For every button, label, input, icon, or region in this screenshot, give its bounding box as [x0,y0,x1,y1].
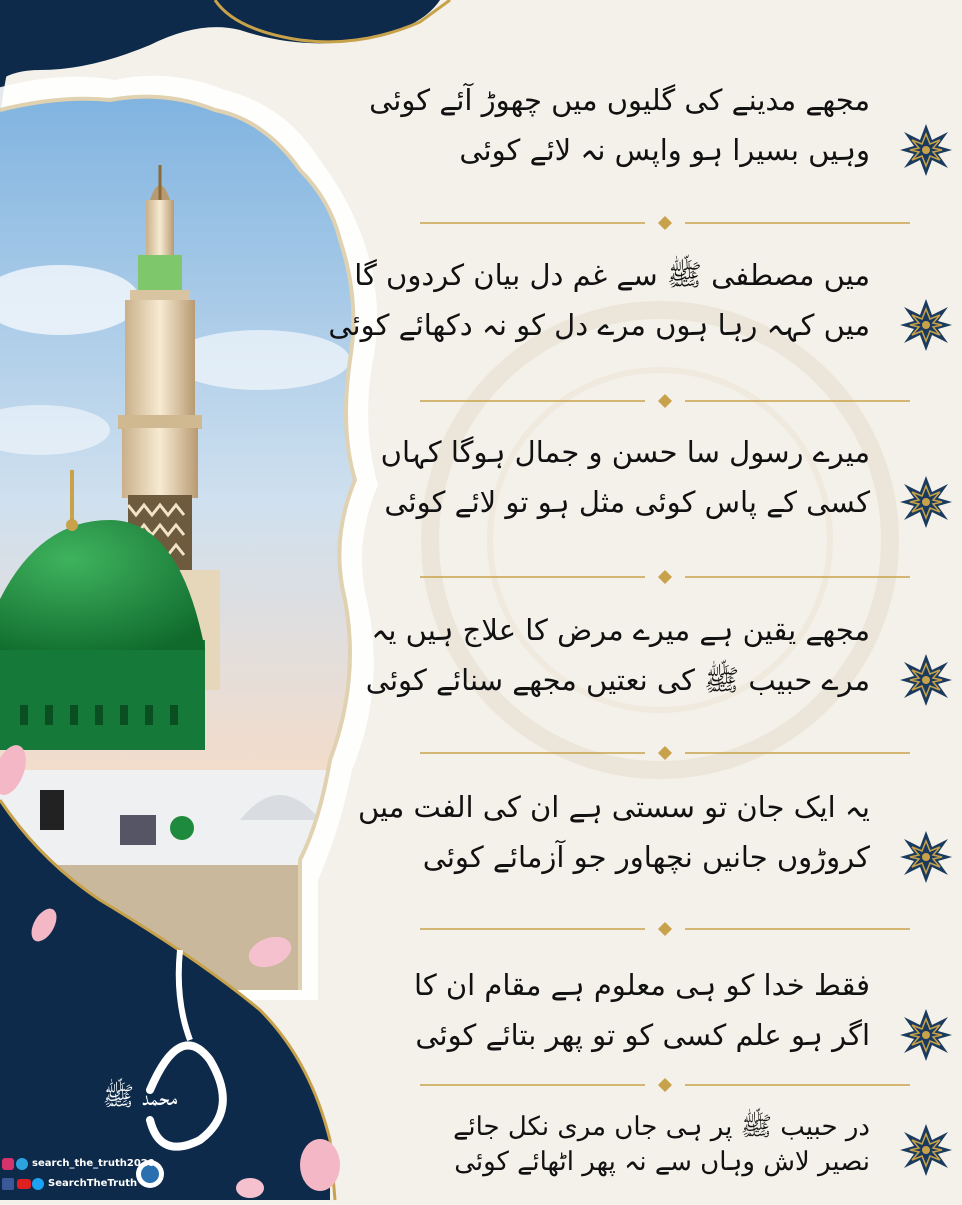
gold-divider [420,394,910,408]
verse-line: نصیر لاش وہاں سے نہ پھر اٹھائے کوئی [454,1147,870,1177]
verse-line: میں کہہ رہا ہوں مرے دل کو نہ دکھائے کوئی [328,308,870,342]
verse-3 [380,412,920,532]
verse-4 [365,590,920,710]
verse-line: وہیں بسیرا ہو واپس نہ لائے کوئی [459,133,870,167]
verse-line: کروڑوں جانیں نچھاور جو آزمائے کوئی [422,840,870,874]
star-ornament-icon [896,120,956,180]
gold-divider [420,216,910,230]
verse-line: مرے حبیب ﷺ کی نعتیں مجھے سنائے کوئی [365,663,870,697]
verse-line: کسی کے پاس کوئی مثل ہو تو لائے کوئی [384,485,870,519]
instagram-icon [2,1158,14,1170]
gold-divider [420,922,910,936]
social-footer [0,1150,200,1200]
verse-line: مجھے یقین ہے میرے مرض کا علاج ہیں یہ [371,613,870,647]
star-ornament-icon [896,1120,956,1180]
verse-line: میں مصطفی ﷺ سے غم دل بیان کردوں گا [354,258,870,292]
twitter-icon [32,1178,44,1190]
star-ornament-icon [896,827,956,887]
calligraphy-text: محمد ﷺ [102,1082,178,1112]
verse-5 [357,767,920,887]
verse-line: اگر ہو علم کسی کو تو پھر بتائے کوئی [415,1018,870,1052]
verse-1 [369,60,920,180]
verse-line: مجھے مدینے کی گلیوں میں چھوڑ آئے کوئی [369,83,870,117]
verse-line: میرے رسول سا حسن و جمال ہوگا کہاں [380,435,870,469]
verse-line: یہ ایک جان تو سستی ہے ان کی الفت میں [357,790,870,824]
verse-7 [420,1085,920,1205]
youtube-icon [17,1179,31,1189]
verse-2 [328,235,920,355]
gold-divider [420,570,910,584]
instagram-handle[interactable]: search_the_truth2020 [32,1158,155,1169]
star-ornament-icon [896,472,956,532]
youtube-handle[interactable]: SearchTheTruth [48,1178,138,1189]
star-ornament-icon [896,295,956,355]
gold-divider [420,746,910,760]
telegram-icon [16,1158,28,1170]
facebook-icon [2,1178,14,1190]
star-ornament-icon [896,650,956,710]
verse-line: در حبیب ﷺ پر ہی جاں مری نکل جائے [453,1112,870,1142]
verse-line: فقط خدا کو ہی معلوم ہے مقام ان کا [414,968,870,1002]
verse-6 [414,945,920,1065]
star-ornament-icon [896,1005,956,1065]
